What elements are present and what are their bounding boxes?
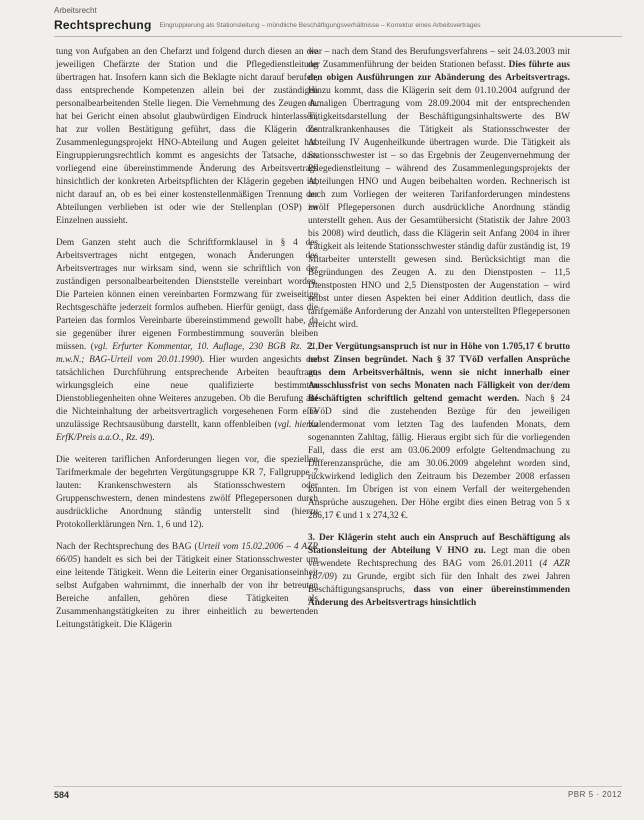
- text-segment: 2. Der Vergütungsanspruch ist nur in Höhe von 1.705,17 € brutto nebst Zinsen begründet. Nach § 37 TVöD verfallen Ansprüche aus dem Arbeitsverhältnis, wenn sie nicht innerhalb einer Ausschlussfrist von sechs Monaten nach Fälligkeit von der/dem Beschäftigten schriftlich geltend gemacht werden.: [308, 342, 570, 404]
- text-segment: Die weiteren tariflichen Anforderungen liegen vor, die speziellen Tarifmerkmale der begehrten Vergütungsgruppe KR 7, Fallgruppe 7 lauten: Krankenschwestern als Stationsschwestern oder Gruppenschwestern, denen mindestens zwölf Pflegepersonen durch ausdrückliche Anordnung ständig unterstellt sind (hierzu Protokollerklärungen Nrn. 1, 6 und 12).: [56, 455, 318, 530]
- text-segment: vgl. Erfurter Kommentar, 10. Auflage, 230 BGB Rz. 71, m.w.N.; BAG-Urteil vom 20.01.1990: [56, 342, 318, 365]
- paragraph: [56, 541, 318, 632]
- text-segment: ).: [149, 433, 155, 443]
- paragraph: [56, 454, 318, 532]
- text-segment: Nach § 24 TVöD sind die zustehenden Bezüge für den jeweiligen Kalendermonat vom letzten Tag des laufenden Monats, dem sogenannten Zahltag, fällig. Hieraus ergibt sich für die vorliegenden Fall, dass die erst am 03.06.2009 erfolgte Geltendmachung zu Differenzansprüche, die am 30.06.2009 abgelehnt worden sind, rückwirkend lediglich den Zeitraum bis Dezember 2008 erfassen konnten. Im Übrigen ist von einem Verfall der weitergehenden Ansprüche auszugehen. Der Höhe ergibt dies einen Betrag von 5 x 286,17 € und 1 x 274,32 €.: [308, 394, 570, 521]
- paragraph: [308, 46, 570, 332]
- journal-issue: PBR 5 · 2012: [567, 790, 622, 799]
- running-header: [54, 18, 622, 32]
- text-segment: Dem Ganzen steht auch die Schriftformklausel in § 4 des Arbeitsvertrages nicht entgegen, wonach Änderungen des Arbeitsvertrages nur wirksam sind, wenn sie schriftlich von der zuständigen personalbearbeitenden Dienststelle vereinbart worden. Die Parteien können einen vereinbarten Formzwang für zweiseitige Rechtsgeschäfte jederzeit formlos aufheben. Hierfür genügt, dass die Parteien das formlos Vereinbarte übereinstimmend gewollt habe, da sie gegenüber ihrer eigenen Formbestimmung souverän bleiben müssen. (: [56, 238, 318, 352]
- text-segment: ) handelt es sich bei der Tätigkeit einer Stationsschwester um eine leitende Tätigkeit. Wenn die Leiterin einer Organisationseinheit selbst Aufgaben wahrnimmt, die innerhalb der von ihr betreuten Bereiche anfallen, gehören diese Tätigkeiten als Zusammenhangstätigkeiten zu ihrer einheitlich zu bewertenden Leitungstätigkeit. Die Klägerin: [56, 555, 318, 630]
- paragraph: [308, 341, 570, 523]
- right-text-column: [308, 46, 570, 619]
- text-segment: tung von Aufgaben an den Chefarzt und folgend durch diesen an die jeweiligen Chefärzte der Station und die Pflegedienstleitung übertragen hat. Insofern kann sich die Beklagte nicht darauf berufen, dass entsprechende Kompetenzen allein bei der zuständigen personalbearbeitenden Stelle liegen. Die Vernehmung des Zeugen A. hat bei Gericht einen absolut glaubwürdigen Eindruck hinterlassen, hat zur vollen Bestätigung geführt, dass die Klägerin das Zusammenlegungsprojekt HNO-Abteilung und Augen geleitet hat. Eingruppierungsrechtlich kommt es angesichts der Tatsache, dass vorliegend eine übereinstimmende Änderung des Arbeitsvertrags hinsichtlich der konkreten Arbeitspflichten der Klägerin gegeben ist, nicht darauf an, ob es bei einer kostenstellenmäßigen Trennung der Abteilungen verblieben ist oder wie der Stellenplan (OSP) im Einzelnen aussieht.: [56, 47, 318, 226]
- text-segment: ). Hier wurden angesichts der tatsächlichen Durchführung entsprechende Arbeiten beauftragt, wirkungsgleich eine neue qualifizierte bestimmten Dienstobliegenheiten ohne Weiteres anzugeben. Ob die Berufung auf die Nichteinhaltung der arbeitsvertraglich vorgesehenen Form eine unzulässige Rechtsausübung darstellt, kann offenbleiben (: [56, 355, 318, 430]
- text-segment: Urteil vom 15.02.2006 – 4 AZR 66/05: [56, 542, 318, 565]
- text-segment: war – nach dem Stand des Berufungsverfahrens – seit 24.03.2003 mit der Zusammenführung der beiden Stationen befasst.: [308, 47, 570, 70]
- text-segment: dass von einer übereinstimmenden Änderung des Arbeitsvertrags hinsichtlich: [308, 585, 570, 608]
- text-segment: ) zu Grunde, ergibt sich für den Inhalt des zwei Jahren Beschäftigungsanspruchs,: [308, 572, 570, 595]
- text-segment: Dies führte aus den obigen Ausführungen zur Abänderung des Arbeitsvertrags.: [308, 60, 570, 83]
- header-title: Rechtsprechung: [54, 18, 152, 32]
- text-segment: 3. Der Klägerin steht auch ein Anspruch auf Beschäftigung als Stationsleitung der Abteilung V HNO zu.: [308, 533, 570, 556]
- page-number: 584: [54, 790, 70, 800]
- header-divider: [54, 36, 622, 37]
- paragraph: [56, 46, 318, 228]
- left-text-column: [56, 46, 318, 641]
- text-segment: Nach der Rechtsprechung des BAG (: [56, 542, 198, 552]
- text-segment: vgl. hierzu ErfK/Preis a.a.O., Rz. 49: [56, 420, 318, 443]
- text-segment: Legt man die oben verwendete Rechtsprechung des BAG vom 26.01.2011 (: [308, 546, 570, 569]
- footer-divider: [54, 786, 622, 787]
- header-subtitle: Eingruppierung als Stationsleitung – mündliche Beschäftigungsverhältnisse – Korrektur eines Arbeitsvertrages: [159, 21, 481, 29]
- text-segment: 4 AZR 167/09: [308, 559, 570, 582]
- paragraph: [308, 532, 570, 610]
- text-segment: Hinzu kommt, dass die Klägerin seit dem 01.10.2004 aufgrund der damaligen Übertragung vom 28.09.2004 mit der entsprechenden Tätigkeitsdarstellung der Beschäftigungsinhaltswerte des BW Zentralkrankenhauses die Tätigkeit als Stationsschwester der Abteilung IV Augenheilkunde übertragen wurde. Die Tätigkeit als Stationsschwester ist – so das Ergebnis der Zeugenvernehmung der Pflegedienstleitung – während des Zusammenlegungsprojekts der Abteilungen HNO und Augen beibehalten worden. Rechnerisch ist auch zum Vorliegen der weiteren Tarifanforderungen mindestens zwölf Pflegepersonen durch ausdrückliche Anordnung ständig unterstellt gehen. Aus der Gesamtübersicht (Statistik der Jahre 2003 bis 2008) wird deutlich, dass die Klägerin seit Anfang 2004 in ihrer Tätigkeit als leitende Stationsschwester ständig dafür zuständig ist, 19 Mitarbeiter unterstellt gewesen sind. Berücksichtigt man die Begründungen des Zeugen A. zu den Dienstposten – 11,5 Dienstposten HNO und 2,5 Dienstposten der Augenstation – wird selbst unter diesen Aspekten bei einer Addition deutlich, dass die tarifgemäße Anforderung der Anzahl von unterstellten Pflegepersonen erreicht wird.: [308, 86, 570, 330]
- paragraph: [56, 237, 318, 445]
- section-label: Arbeitsrecht: [54, 6, 97, 15]
